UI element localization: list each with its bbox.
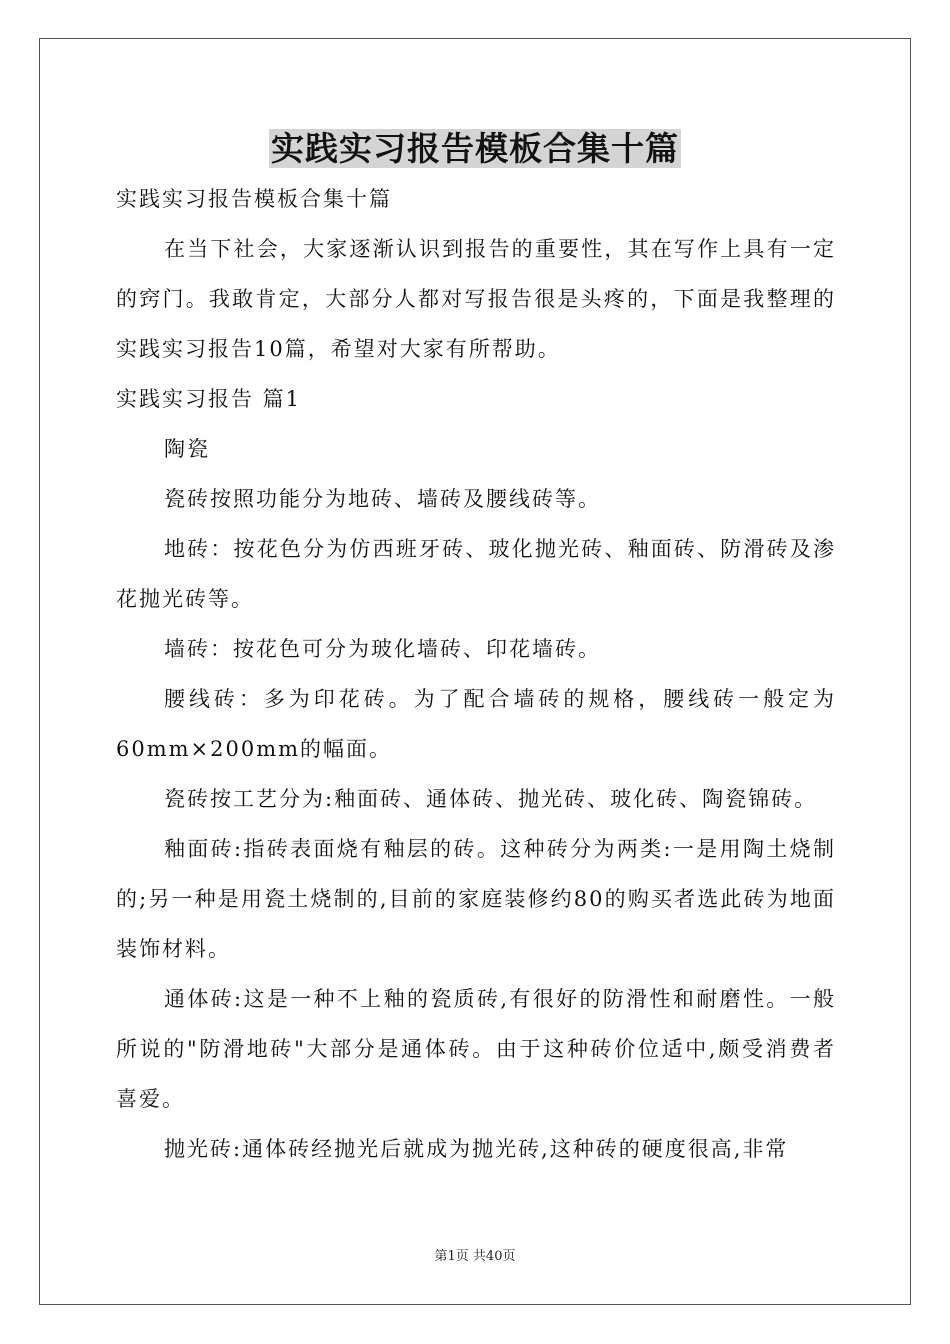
paragraph: 实践实习报告 篇1 xyxy=(116,387,302,411)
paragraph: 抛光砖:通体砖经抛光后就成为抛光砖,这种砖的硬度很高,非常 xyxy=(164,1137,789,1161)
paragraph: 实践实习报告模板合集十篇 xyxy=(116,187,392,211)
paragraph: 通体砖:这是一种不上釉的瓷质砖,有很好的防滑性和耐磨性。一般所说的"防滑地砖"大部分是通体砖。由于这种砖价位适中,颇受消费者喜爱。 xyxy=(116,987,836,1111)
paragraph: 釉面砖:指砖表面烧有釉层的砖。这种砖分为两类:一是用陶土烧制的;另一种是用瓷土烧制的,目前的家庭装修约80的购买者选此砖为地面装饰材料。 xyxy=(116,837,836,961)
paragraph: 地砖：按花色分为仿西班牙砖、玻化抛光砖、釉面砖、防滑砖及渗花抛光砖等。 xyxy=(116,537,836,611)
paragraph: 陶瓷 xyxy=(164,437,210,461)
paragraph: 瓷砖按照功能分为地砖、墙砖及腰线砖等。 xyxy=(164,487,601,511)
paragraph: 墙砖：按花色可分为玻化墙砖、印花墙砖。 xyxy=(164,637,601,661)
document-title xyxy=(0,124,950,174)
document-body xyxy=(116,174,836,1174)
document-title-text: 实践实习报告模板合集十篇 xyxy=(271,129,679,168)
paragraph: 在当下社会，大家逐渐认识到报告的重要性，其在写作上具有一定的窍门。我敢肯定，大部分人都对写报告很是头疼的，下面是我整理的实践实习报告10篇，希望对大家有所帮助。 xyxy=(116,237,836,361)
page-footer xyxy=(0,1248,950,1266)
page-number-text: 第1页 共40页 xyxy=(434,1249,516,1264)
paragraph: 瓷砖按工艺分为:釉面砖、通体砖、抛光砖、玻化砖、陶瓷锦砖。 xyxy=(164,787,818,811)
paragraph: 腰线砖：多为印花砖。为了配合墙砖的规格，腰线砖一般定为60mm×200mm的幅面。 xyxy=(116,687,836,761)
